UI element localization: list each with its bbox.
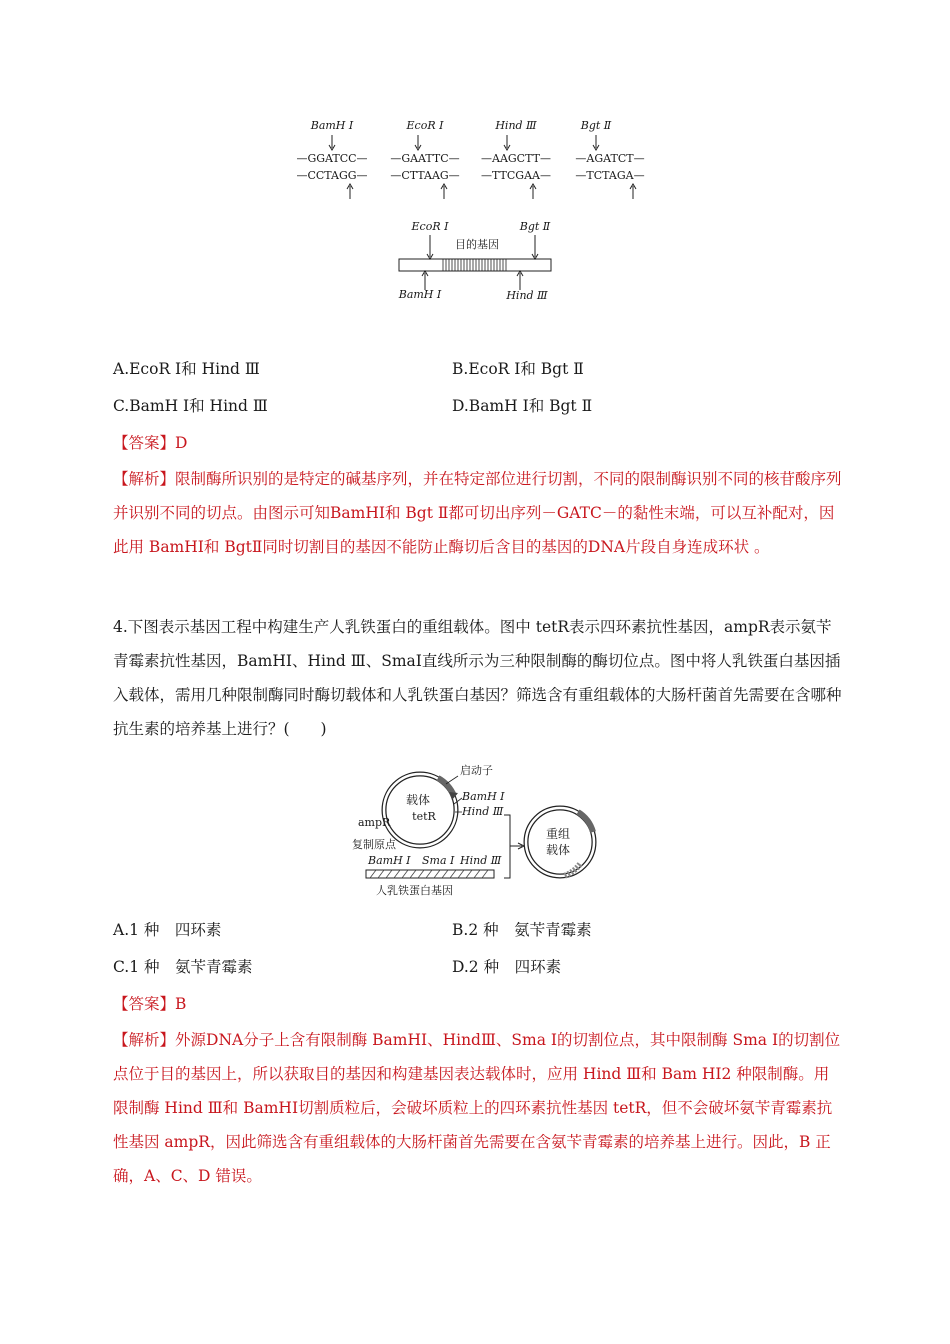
q3-option-c: C.BamH Ⅰ和 Hind Ⅲ [113, 397, 268, 415]
q3-answer: 【答案】D [113, 434, 188, 452]
label-plasmid-bamh: BamH Ⅰ [462, 790, 505, 803]
label-tet: tetR [412, 810, 436, 823]
q3-analysis [113, 462, 843, 564]
label-gene-bamh: BamH Ⅰ [368, 854, 411, 867]
enzyme-seq-top-bgt: —AGATCT— [575, 152, 645, 165]
label-amp: ampR [358, 816, 391, 829]
q4-analysis-text: 外源DNA分子上含有限制酶 BamHⅠ、HindⅢ、Sma Ⅰ的切割位点，其中限制酶 Sma Ⅰ的切割位点位于目的基因上，所以获取目的基因和构建基因表达载体时，应用 Hind Ⅲ和 Bam HⅠ2 种限制酶。用限制酶 Hind Ⅲ和 BamHⅠ切割质粒后，会破坏质粒上的四环素抗性基因 tetR，但不会破坏氨苄青霉素抗性基因 ampR，因此筛选含有重组载体的大肠杆菌首先需要在含氨苄青霉素的培养基上进行。因此，B 正确，A、C、D 错误。 [113, 1031, 841, 1185]
label-plasmid-hind: Hind Ⅲ [462, 805, 504, 818]
label-bamh: BamH Ⅰ [398, 288, 442, 301]
q4-stem: 4.下图表示基因工程中构建生产人乳铁蛋白的重组载体。图中 tetR表示四环素抗性基因，ampR表示氨苄青霉素抗性基因，BamHⅠ、Hind Ⅲ、SmaⅠ直线所示为三种限制酶的酶切位点。图中将人乳铁蛋白基因插入载体，需用几种限制酶同时酶切载体和人乳铁蛋白基因？筛选含有重组载体的大肠杆菌首先需要在含哪种抗生素的培养基上进行？( ) [113, 618, 842, 738]
label-ori: 复制原点 [352, 838, 396, 851]
enzyme-seq-bottom-bgt: —TCTAGA— [575, 169, 645, 182]
enzyme-seq-bottom-hind: —TTCGAA— [481, 169, 551, 182]
q4-analysis-label: 【解析】 [113, 1031, 176, 1049]
label-human-lactoferrin-gene: 人乳铁蛋白基因 [376, 884, 453, 897]
label-recombinant-1: 重组 [545, 827, 571, 841]
plasmid-vector-figure [350, 760, 610, 910]
q4-answer: 【答案】B [113, 995, 187, 1013]
enzyme-seq-bottom-ecor: —CTTAAG— [390, 169, 460, 182]
enzyme-seq-bottom-bamh: —CCTAGG— [296, 169, 368, 182]
enzyme-seq-top-hind: —AAGCTT— [481, 152, 551, 165]
q3-analysis-label: 【解析】 [113, 470, 176, 488]
target-gene-figure [395, 215, 565, 305]
q4-option-a: A.1 种 四环素 [113, 921, 222, 939]
label-promoter: 启动子 [460, 764, 493, 777]
q3-analysis-text: 限制酶所识别的是特定的碱基序列，并在特定部位进行切割，不同的限制酶识别不同的核苷酸序列并识别不同的切点。由图示可知BamHⅠ和 Bgt Ⅱ都可切出序列－GATC－的黏性末端，可以互补配对，因此用 BamHⅠ和 BgtⅡ同时切割目的基因不能防止酶切后含目的基因的DNA片段自身连成环状 。 [113, 470, 842, 556]
label-vector: 载体 [405, 793, 431, 807]
label-ecor: EcoR Ⅰ [411, 220, 449, 233]
enzyme-name-ecor: EcoR Ⅰ [406, 119, 444, 132]
enzyme-seq-top-ecor: —GAATTC— [390, 152, 460, 165]
label-target-gene: 目的基因 [455, 238, 499, 251]
enzyme-name-bamh: BamH Ⅰ [310, 119, 354, 132]
enzyme-name-bgt: Bgt Ⅱ [580, 119, 612, 132]
label-hind: Hind Ⅲ [506, 289, 548, 302]
enzyme-name-hind: Hind Ⅲ [495, 119, 537, 132]
q3-option-d: D.BamH Ⅰ和 Bgt Ⅱ [452, 397, 593, 415]
label-bgt: Bgt Ⅱ [519, 220, 551, 233]
label-gene-sma: Sma Ⅰ [422, 854, 455, 867]
label-recombinant-2: 载体 [545, 843, 571, 857]
q4-option-b: B.2 种 氨苄青霉素 [452, 921, 592, 939]
restriction-sites-figure [280, 115, 670, 205]
enzyme-seq-top-bamh: —GGATCC— [296, 152, 368, 165]
label-gene-hind: Hind Ⅲ [460, 854, 502, 867]
q4-analysis [113, 1023, 843, 1193]
q3-option-a: A.EcoR Ⅰ和 Hind Ⅲ [113, 360, 260, 378]
q4-option-d: D.2 种 四环素 [452, 958, 562, 976]
q4-option-c: C.1 种 氨苄青霉素 [113, 958, 253, 976]
q3-option-b: B.EcoR Ⅰ和 Bgt Ⅱ [452, 360, 584, 378]
